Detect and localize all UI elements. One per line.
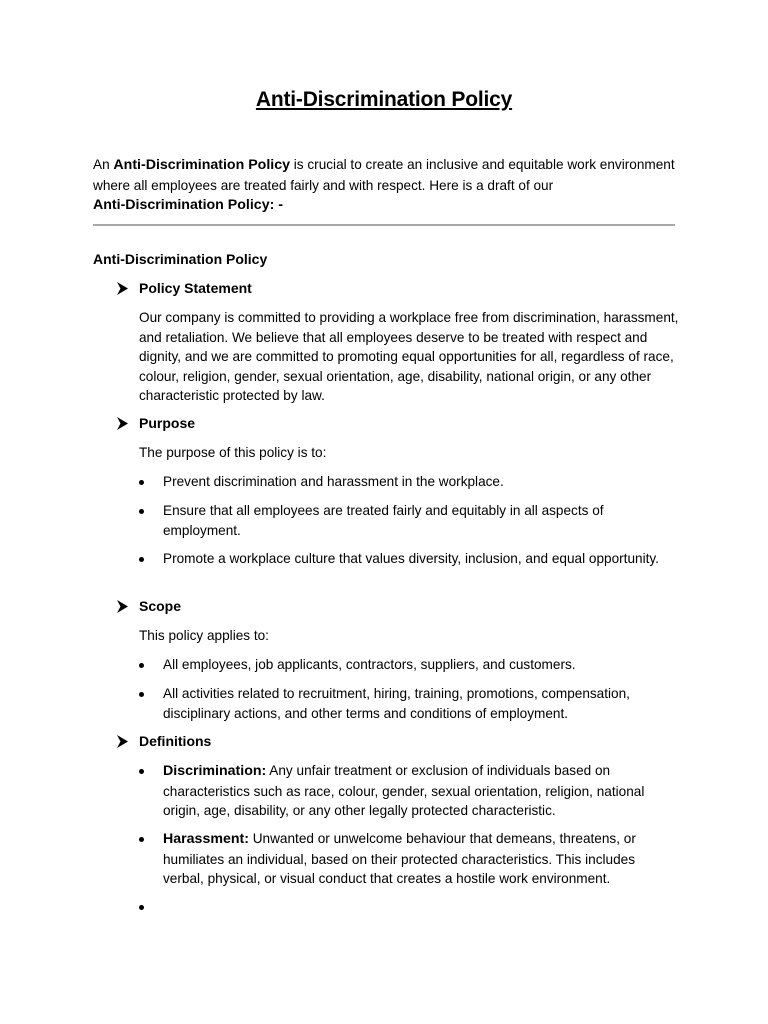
bullet-dot-icon [139, 557, 144, 562]
section-heading-purpose [116, 415, 195, 431]
section-heading-scope [116, 598, 181, 614]
scope-list-item: All activities related to recruitment, hiring, training, promotions, compensation, disciplinary actions, and other terms and conditions of employment. [139, 684, 659, 723]
bullet-dot-icon [139, 663, 144, 668]
section-heading-label: Definitions [139, 733, 212, 749]
bullet-dot-icon [139, 509, 144, 514]
policy-subheading: Anti-Discrimination Policy [93, 251, 268, 267]
document-title: Anti-Discrimination Policy [255, 88, 513, 111]
intro-paragraph [93, 155, 683, 216]
purpose-list-item: Promote a workplace culture that values diversity, inclusion, and equal opportunity. [139, 549, 659, 569]
arrow-bullet-icon [116, 600, 139, 613]
bullet-dot-icon [139, 480, 144, 485]
section-heading-policy-statement [116, 280, 252, 296]
section-heading-definitions [116, 733, 211, 749]
bullet-dot-icon [139, 905, 144, 910]
section-heading-label: Purpose [139, 415, 196, 431]
bullet-dot-icon [139, 692, 144, 697]
scope-lead: This policy applies to: [139, 628, 269, 643]
intro-mid: is crucial to create an inclusive and equitable work environment where all employees are treated fairly and with respect. Here is a draft of our [93, 157, 675, 193]
arrow-bullet-icon [116, 735, 139, 748]
scope-list-item: All employees, job applicants, contractors, suppliers, and customers. [139, 655, 659, 675]
policy-statement-text: Our company is committed to providing a workplace free from discrimination, harassment, and retaliation. We believe that all employees deserve to be treated with respect and dignity, and we are committed to promoting equal opportunities for all, regardless of race, colour, religion, gender, sexual orientation, age, disability, national origin, or any other characteristic protected by law. [139, 310, 679, 403]
definition-text: Unwanted or unwelcome behaviour that demeans, threatens, or humiliates an individual, based on their protected characteristics. This includes verbal, physical, or visual conduct that creates a hostile work environment. [163, 831, 636, 886]
intro-bold-policy-colon: Anti-Discrimination Policy: - [93, 197, 283, 213]
definition-item [139, 761, 659, 821]
bullet-dot-icon [139, 837, 144, 842]
definition-item [139, 829, 659, 889]
section-heading-label: Policy Statement [139, 280, 252, 296]
definition-text: Any unfair treatment or exclusion of individuals based on characteristics such as race, colour, gender, sexual orientation, religion, national origin, age, disability, or any other legally protected characteristic. [163, 763, 645, 818]
purpose-list-item: Ensure that all employees are treated fairly and equitably in all aspects of employment. [139, 501, 659, 540]
arrow-bullet-icon [116, 417, 139, 430]
purpose-lead: The purpose of this policy is to: [139, 445, 327, 460]
intro-bold-policy: Anti-Discrimination Policy [113, 157, 290, 173]
definition-term: Discrimination: [163, 763, 267, 779]
horizontal-divider [93, 224, 675, 226]
intro-pre: An [93, 157, 114, 172]
bullet-dot-icon [139, 769, 144, 774]
purpose-list-item: Prevent discrimination and harassment in the workplace. [139, 472, 659, 492]
arrow-bullet-icon [116, 282, 139, 295]
section-heading-label: Scope [139, 598, 182, 614]
definition-term: Harassment: [163, 831, 249, 847]
